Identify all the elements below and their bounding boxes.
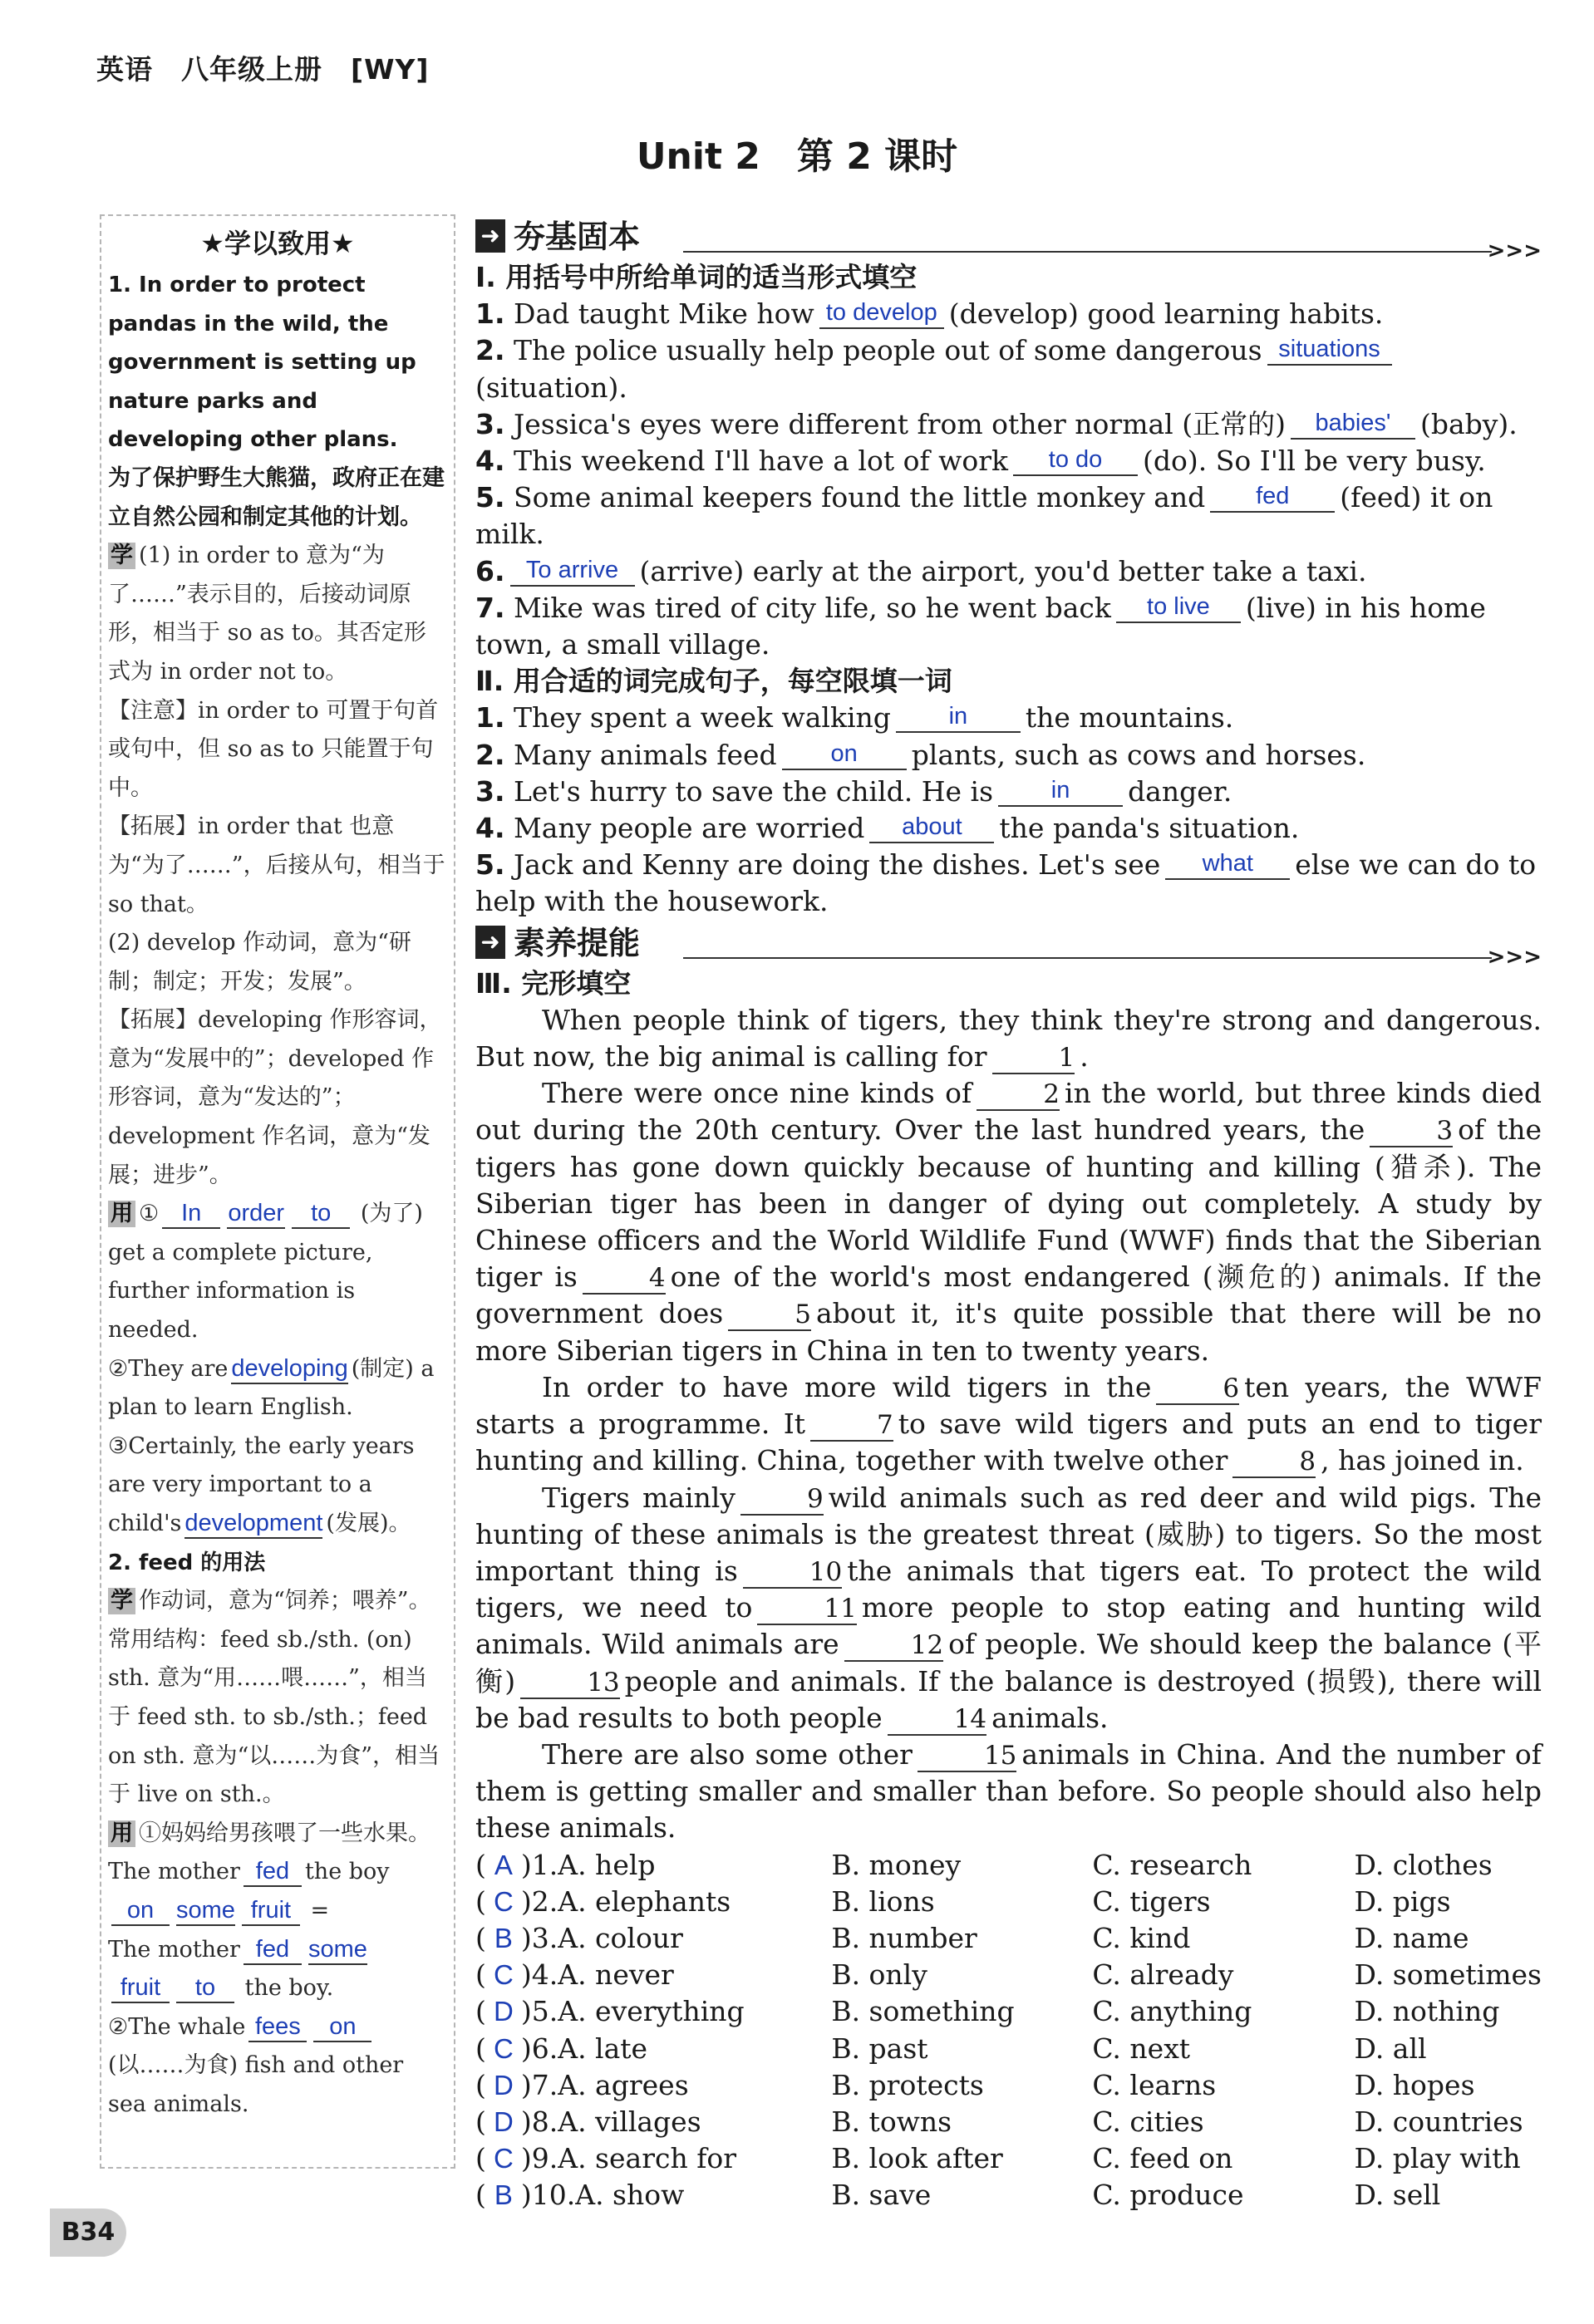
q-number: 5. [475,848,505,882]
cloze-text: to save wild tigers and puts an end to tiger hunting and killing. China, together with twelve other [475,1408,1542,1477]
q-text: else we can do to help with the housework. [475,848,1537,918]
option-c: C. learns [1092,2068,1217,2101]
option-row: ( D )7.A. agrees B. protects C. learns D. hopes [475,2067,1542,2104]
option-answer: C [493,2032,514,2064]
option-d: D. name [1354,1921,1469,1954]
sidebar-item1-ex2 [108,1350,447,1427]
option-answer: B [494,1922,513,1953]
q-number: 6. [475,554,505,587]
option-row: ( C )2.A. elephants B. lions C. tigers D. pigs [475,1884,1542,1920]
sidebar-item1-xue [108,537,447,691]
q-text: the panda's situation. [999,812,1300,845]
part2-q4 [475,810,1542,847]
part2-q3 [475,774,1542,810]
q-text: (do). So I'll be very busy. [1143,445,1486,478]
cloze-blank: 10 [743,1557,842,1589]
option-c: C. feed on [1092,2142,1233,2175]
answer-blank: what [1165,848,1290,880]
cloze-blank: 1 [992,1043,1075,1074]
q-text: The police usually help people out of some dangerous [514,334,1262,367]
part3-title: Ⅲ. 完形填空 [475,966,632,1000]
option-number: 5. [531,1995,558,2028]
sidebar-item2-ex1-l3 [108,1931,447,1970]
answer-some-2: some [308,1935,367,1965]
section2-name: 素养提能 [514,924,641,961]
q-text: the mountains. [1025,701,1234,735]
q-text: They spent a week walking [514,701,891,735]
option-c: C. tigers [1092,1884,1211,1918]
option-d: D. sell [1354,2179,1441,2212]
option-d: D. nothing [1354,1995,1500,2028]
part1-q7 [475,590,1542,663]
option-b: B. look after [831,2142,1003,2175]
option-b: B. money [831,1848,962,1881]
option-c: C. next [1092,2032,1191,2065]
answer-blank: about [869,812,994,843]
option-c: C. produce [1092,2179,1244,2212]
cloze-blank: 3 [1370,1116,1453,1147]
cloze-blank: 7 [810,1410,893,1442]
sidebar-item1-ext1: 【拓展】in order that 也意为“为了……”，后接从句，相当于 so that。 [108,813,445,917]
q-text: Mike was tired of city life, so he went back [514,591,1111,624]
option-b: B. something [831,1995,1015,2028]
option-number: 2. [531,1884,558,1918]
sidebar-item1-ex3 [108,1427,447,1544]
option-d: D. all [1354,2032,1427,2065]
option-answer: B [494,2179,513,2211]
cloze-blank: 12 [844,1630,943,1662]
answer-on-2: on [313,2012,371,2042]
sidebar-item1-ex1 [108,1195,447,1349]
part2-q1 [475,700,1542,736]
option-answer: C [493,1885,514,1917]
page-number: B34 [50,2209,126,2257]
option-d: D. pigs [1354,1884,1451,1918]
option-c: C. already [1092,1958,1234,1992]
option-b: B. protects [831,2068,984,2101]
cloze-blank: 15 [918,1741,1016,1772]
option-a: A. search for [558,2142,737,2175]
option-number: 9. [531,2142,558,2175]
yong-tag-2: 用 [108,1820,135,1847]
q-number: 5. [475,481,505,514]
option-row: ( D )5.A. everything B. something C. anything D. nothing [475,1993,1542,2030]
sidebar-item2-xue-text: 作动词，意为“饲养；喂养”。常用结构：feed sb./sth. (on) sth. 意为“用……喂……”，相当于 feed sth. to sb./sth.；feed on sth. 意为“以……为食”，相当于 live on sth.。 [108,1588,440,1808]
option-d: D. hopes [1354,2068,1475,2101]
q-text: plants, such as cows and horses. [911,738,1366,771]
part1-q2 [475,332,1542,405]
option-number: 6. [531,2032,558,2065]
answer-development: development [184,1509,322,1539]
sidebar-item1-heading: 1. In order to protect pandas in the wild, the government is setting up nature parks and developing other plans. [108,273,416,453]
sidebar-item2-ex1-cn [108,1815,447,1854]
option-b: B. past [831,2032,928,2065]
answer-blank: to live [1116,592,1241,623]
cloze-text: wild animals such as red deer and wild pigs. The hunting of these animals is the greatest threat (威胁) to tigers. So the most important thing is [475,1481,1542,1587]
ex1-text: (为了) get a complete picture, further information is needed. [108,1201,423,1344]
option-a: A. never [558,1958,674,1992]
option-answer: D [493,2069,514,2100]
q-text: (live) in his home town, a small village. [475,591,1486,661]
cloze-text: Tigers mainly [542,1481,736,1514]
answer-blank: babies' [1291,408,1415,440]
q-text: (develop) good learning habits. [948,297,1384,331]
cloze-blank: 4 [583,1263,666,1295]
option-row: ( C )9.A. search for B. look after C. feed on D. play with [475,2140,1542,2177]
part2-q5 [475,847,1542,920]
sidebar-item1-ext2: 【拓展】developing 作形容词，意为“发展中的”；developed 作形容词，意为“发达的”；development 作名词，意为“发展；进步”。 [108,1007,442,1188]
cloze-text: In order to have more wild tigers in the [542,1370,1152,1403]
part1-q6 [475,553,1542,590]
unit-title: Unit 2 第 2 课时 [636,135,958,178]
ex2-prefix: ②They are [108,1355,229,1382]
option-a: A. elephants [558,1884,731,1918]
answer-blank: to do [1013,445,1138,476]
cloze-text: ten years, the WWF starts a programme. It [475,1370,1542,1441]
option-row: ( B )10.A. show B. save C. produce D. sell [475,2177,1542,2213]
cloze-text: more people to stop eating and hunting wild animals. Wild animals are [475,1591,1542,1661]
cloze-text: people and animals. If the balance is destroyed (损毁), there will be bad results to both people [475,1664,1542,1734]
answer-blank: situations [1267,334,1392,366]
option-a: A. late [558,2032,648,2065]
line2-equals: = [310,1897,330,1924]
sidebar-item2-heading: 2. feed 的用法 [108,1550,266,1575]
answer-blank: in [998,775,1123,807]
cloze-blank: 8 [1232,1447,1316,1478]
q-text: Let's hurry to save the child. He is [514,774,994,808]
option-c: C. research [1092,1848,1252,1881]
q-number: 4. [475,812,505,845]
q-text: (feed) it on milk. [475,481,1493,551]
ex2-text-2: (以……为食) fish and other sea animals. [108,2052,404,2117]
answer-fruit-1: fruit [242,1896,300,1926]
option-d: D. countries [1354,2105,1523,2138]
q-number: 2. [475,738,505,771]
book-header: 英语 八年级上册 [WY] [96,53,430,86]
option-a: A. villages [558,2105,701,2138]
section1-header [475,214,1542,263]
cloze-paragraph-5 [475,1737,1542,1847]
q-text: Jessica's eyes were different from other normal (正常的) [514,407,1286,440]
option-row: ( B )3.A. colour B. number C. kind D. name [475,1920,1542,1957]
cloze-text: There are also some other [542,1737,913,1771]
cloze-blank: 13 [520,1668,619,1699]
cloze-paragraph-4 [475,1480,1542,1737]
line1-prefix: The mother [108,1859,240,1885]
cloze-paragraph-1 [475,1002,1542,1075]
option-answer: C [493,1959,514,1991]
part1-q3 [475,406,1542,443]
answer-some-1: some [176,1896,235,1926]
q-text: Many animals feed [514,738,777,771]
ex3-prefix: ③Certainly, the early years are very important to a child's [108,1432,415,1536]
option-b: B. lions [831,1884,935,1918]
main-content [475,214,1542,2214]
line3-prefix: The mother [108,1936,240,1963]
q-text: Dad taught Mike how [514,297,814,331]
q-text: Jack and Kenny are doing the dishes. Let's see [514,848,1161,882]
cloze-text: , has joined in. [1321,1444,1524,1477]
sidebar-item1-xue-text: (1) in order to 意为“为了……”表示目的，后接动词原形，相当于 so as to。其否定形式为 in order not to。 [108,543,426,685]
part2-title: Ⅱ. 用合适的词完成句子，每空限填一词 [475,665,952,698]
q-text: Some animal keepers found the little monkey and [514,481,1206,514]
q-number: 3. [475,774,505,808]
q-number: 3. [475,407,505,440]
xue-tag: 学 [108,543,135,569]
option-row: ( C )6.A. late B. past C. next D. all [475,2031,1542,2067]
cloze-text: When people think of tigers, they think they're strong and dangerous. But now, the big animal is calling for [475,1003,1542,1074]
option-b: B. number [831,1921,977,1954]
cloze-text: in the world, but three kinds died out during the 20th century. Over the last hundred years, the [475,1077,1542,1147]
option-number: 10. [531,2179,576,2212]
arrow-right-icon: ➜ [475,219,505,253]
sidebar-title: ★学以致用★ [200,228,355,259]
ex1-cn-text: ①妈妈给男孩喂了一些水果。 [139,1820,430,1846]
answer-fruit-2: fruit [111,1973,170,2003]
answer-fees: fees [248,2012,307,2042]
cloze-blank: 14 [888,1704,986,1736]
sidebar-item2-xue [108,1582,447,1815]
answer-to: to [292,1199,350,1229]
answer-to-2: to [176,1973,234,2003]
option-a: A. agrees [558,2068,689,2101]
answer-fed-2: fed [244,1935,302,1965]
cloze-text: animals in China. And the number of them is getting smaller and smaller than before. So people should also help these animals. [475,1737,1542,1845]
option-c: C. kind [1092,1921,1191,1954]
option-answer: A [494,1849,513,1880]
ex2-text: (制定) a plan to learn English. [108,1355,435,1421]
ex3-text: (发展)。 [326,1511,411,1536]
cloze-blank: 5 [728,1300,811,1331]
ex1-prefix: ① [139,1201,160,1227]
option-a: A. everything [558,1995,745,2028]
cloze-text: There were once nine kinds of [542,1077,972,1110]
q-number: 2. [475,334,505,367]
sidebar-item1-note: 【注意】in order to 可置于句首或句中，但 so as to 只能置于句中。 [108,697,439,801]
answer-order: order [227,1199,285,1229]
option-row: ( A )1.A. help B. money C. research D. clothes [475,1847,1542,1884]
q-text: Many people are worried [514,812,865,845]
part1-q5 [475,479,1542,553]
cloze-text: of the tigers has gone down quickly because of hunting and killing (猎杀). The Siberian tiger has been in danger of dying out completely. A study by Chinese officers and the World Wildlife Fund (WWF) finds that the Siberian tiger is [475,1113,1542,1294]
answer-developing: developing [231,1354,347,1384]
cloze-text: of people. We should keep the balance (平衡) [475,1628,1542,1698]
chevrons-icon: >>> [1487,238,1542,263]
answer-blank: in [896,701,1021,733]
q-number: 1. [475,297,505,331]
section2-divider [683,957,1492,959]
options-table [475,1847,1542,2214]
arrow-right-icon: ➜ [475,926,505,959]
part2-q2 [475,737,1542,774]
cloze-text: . [1080,1040,1089,1074]
answer-blank: to develop [819,297,944,329]
cloze-text: about it, it's quite possible that there will be no more Siberian tigers in China in ten to twenty years. [475,1297,1542,1367]
answer-on-1: on [111,1896,170,1926]
part1-title: Ⅰ. 用括号中所给单词的适当形式填空 [475,261,918,293]
sidebar-item2-ex1-l2 [108,1892,447,1931]
answer-in: In [162,1199,220,1229]
part1-q1 [475,296,1542,332]
sidebar-item2-ex1-l4 [108,1969,447,2008]
cloze-text: the animals that tigers eat. To protect the wild tigers, we need to [475,1554,1542,1624]
sidebar-item1-heading-cn: 为了保护野生大熊猫，政府正在建立自然公园和制定其他的计划。 [108,464,445,530]
sidebar-panel [100,214,455,2169]
option-b: B. save [831,2179,932,2212]
option-d: D. clothes [1354,1848,1493,1881]
answer-fed-1: fed [244,1857,302,1887]
option-number: 1. [531,1848,558,1881]
option-row: ( D )8.A. villages B. towns C. cities D. countries [475,2104,1542,2140]
option-a: A. show [575,2179,685,2212]
option-c: C. cities [1092,2105,1204,2138]
part1-q4 [475,443,1542,479]
option-number: 4. [531,1958,558,1992]
cloze-text: one of the world's most endangered (濒危的) animals. If the government does [475,1260,1542,1330]
option-b: B. only [831,1958,927,1992]
line1-post: the boy [304,1859,390,1885]
option-number: 7. [531,2068,558,2101]
cloze-blank: 2 [977,1079,1060,1111]
cloze-paragraph-2 [475,1075,1542,1369]
sidebar-item2-ex2 [108,2008,447,2125]
cloze-blank: 11 [757,1594,856,1625]
cloze-blank: 9 [740,1484,824,1516]
q-text: This weekend I'll have a lot of work [514,445,1009,478]
answer-blank: To arrive [510,555,635,587]
q-text: (situation). [475,371,627,404]
option-b: B. towns [831,2105,952,2138]
option-answer: C [493,2143,514,2174]
yong-tag: 用 [108,1201,135,1227]
option-answer: D [493,1996,514,2027]
answer-blank: on [782,739,907,770]
answer-blank: fed [1210,481,1335,513]
q-number: 4. [475,445,505,478]
q-text: (arrive) early at the airport, you'd better take a taxi. [639,554,1367,587]
cloze-text: animals. [991,1701,1109,1734]
q-number: 7. [475,591,505,624]
cloze-blank: 6 [1156,1373,1239,1405]
sidebar-item1-develop: (2) develop 作动词，意为“研制；制定；开发；发展”。 [108,930,411,995]
line4-post: the boy. [244,1975,334,2002]
q-text: danger. [1128,774,1232,808]
option-c: C. anything [1092,1995,1252,2028]
option-number: 8. [531,2105,558,2138]
q-text: (baby). [1419,407,1518,440]
sidebar-item2-ex1-l1 [108,1853,447,1892]
q-number: 1. [475,701,505,735]
section1-divider [683,251,1492,253]
section2-header [475,921,1542,970]
ex2-prefix-2: ②The whale [108,2013,246,2040]
option-a: A. colour [558,1921,683,1954]
chevrons-icon: >>> [1487,944,1542,970]
option-d: D. sometimes [1354,1958,1542,1992]
option-a: A. help [558,1848,656,1881]
option-d: D. play with [1354,2142,1521,2175]
cloze-paragraph-3 [475,1369,1542,1480]
option-row: ( C )4.A. never B. only C. already D. sometimes [475,1957,1542,1993]
xue-tag-2: 学 [108,1588,135,1614]
option-answer: D [493,2105,514,2137]
section1-name: 夯基固本 [514,219,641,255]
option-number: 3. [531,1921,558,1954]
